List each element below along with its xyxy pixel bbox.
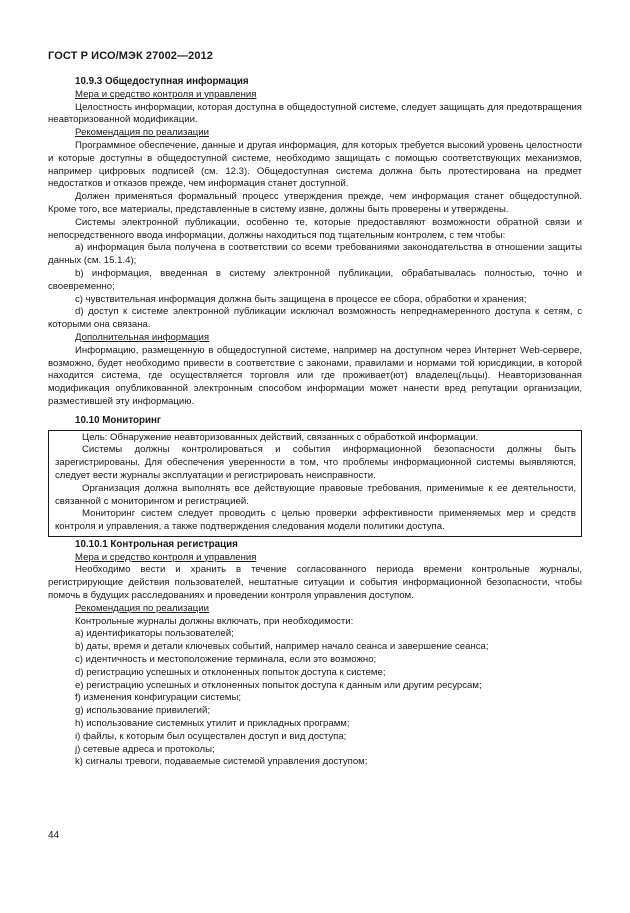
control-text: Необходимо вести и хранить в течение согласованного периода времени контрольные журналы, регистрирующие действия пользователей, нештатные ситуации и события информационной безопасности, чтобы помочь в будущих расследованиях и проведении контроля управления доступом. bbox=[48, 564, 582, 602]
list-item: h) использование системных утилит и прикладных программ; bbox=[75, 718, 350, 730]
objective-box bbox=[48, 430, 582, 537]
list-item: c) идентичность и местоположение терминала, если это возможно; bbox=[75, 654, 377, 666]
objective-paragraph: Системы должны контролироваться и события информационной безопасности должны быть зарегистрированы. Для обеспечения уверенности в том, что проблемы информационной системы выявляются, следует вести журналы эксплуатации и регистрировать неисправности. bbox=[55, 444, 576, 481]
implementation-label: Рекомендация по реализации bbox=[75, 602, 209, 614]
standard-header: ГОСТ Р ИСО/МЭК 27002—2012 bbox=[48, 50, 213, 62]
list-item: b) даты, время и детали ключевых событий, например начало сеанса и завершение сеанса; bbox=[75, 641, 489, 653]
control-label: Мера и средство контроля и управления bbox=[75, 88, 257, 100]
objective-paragraph: Организация должна выполнять все действующие правовые требования, применимые к ее деятельности, связанной с мониторингом и регистрацией. bbox=[55, 482, 576, 507]
list-item: b) информация, введенная в систему электронной публикации, обрабатывалась полностью, точно и своевременно; bbox=[48, 267, 582, 292]
list-item: i) файлы, к которым был осуществлен доступ и вид доступа; bbox=[75, 730, 347, 742]
list-item: e) регистрацию успешных и отклоненных попыток доступа к данным или другим ресурсам; bbox=[75, 679, 482, 691]
section-heading-10-10-1: 10.10.1 Контрольная регистрация bbox=[75, 538, 238, 550]
control-label: Мера и средство контроля и управления bbox=[75, 551, 257, 563]
list-item: d) доступ к системе электронной публикации исключал возможность непреднамеренного доступа к сетям, с которыми она связана. bbox=[48, 306, 582, 331]
list-item: f) изменения конфигурации системы; bbox=[75, 692, 242, 704]
list-item: k) сигналы тревоги, подаваемые системой управления доступом; bbox=[75, 756, 368, 768]
list-item: d) регистрацию успешных и отклоненных попыток доступа к системе; bbox=[75, 666, 386, 678]
paragraph: Системы электронной публикации, особенно те, которые предоставляют возможности обратной связи и непосредственного ввода информации, должны находиться под тщательным контролем, с тем чтобы: bbox=[48, 216, 582, 241]
page-content bbox=[48, 76, 582, 769]
objective-paragraph: Мониторинг систем следует проводить с целью проверки эффективности применяемых мер и средств контроля и управления, а также подтверждения следования модели политики доступа. bbox=[55, 508, 576, 533]
paragraph: Информацию, размещенную в общедоступной системе, например на доступном через Интернет Web-сервере, возможно, будет необходимо привести в соответствие с законами, правилами и нормами той юрисдикции, в которой находится система, где осуществляется торговля или где проживает(ют) владелец(льцы). Неавторизованная модификация опубликованной электронным способом информации может нанести вред репутации организации, разместившей эту информацию. bbox=[48, 344, 582, 407]
list-item: g) использование привилегий; bbox=[75, 705, 211, 717]
paragraph: Контрольные журналы должны включать, при необходимости: bbox=[75, 615, 354, 627]
implementation-label: Рекомендация по реализации bbox=[75, 127, 209, 139]
control-text: Целостность информации, которая доступна в общедоступной системе, следует защищать для предотвращения неавторизованной модификации. bbox=[48, 101, 582, 126]
page-number: 44 bbox=[48, 830, 60, 841]
objective-text: Цель: Обнаружение неавторизованных действий, связанных с обработкой информации. bbox=[82, 431, 479, 443]
list-item: c) чувствительная информация должна быть защищена в процессе ее сбора, обработки и хранения; bbox=[75, 293, 527, 305]
paragraph: Должен применяться формальный процесс утверждения прежде, чем информация станет общедоступной. Кроме того, все материалы, представленные в систему извне, должны быть проверены и утверждены. bbox=[48, 191, 582, 215]
section-heading-10-10: 10.10 Мониторинг bbox=[75, 414, 161, 426]
list-item: a) информация была получена в соответствии со всеми требованиями законодательства в отношении защиты данных (см. 15.1.4); bbox=[48, 242, 582, 267]
list-item: j) сетевые адреса и протоколы; bbox=[75, 743, 215, 755]
section-heading-10-9-3: 10.9.3 Общедоступная информация bbox=[75, 76, 249, 87]
paragraph: Программное обеспечение, данные и другая информация, для которых требуется высокий уровень целостности и которые доступны в общедоступной системе, необходимо защищать с помощью соответствующих механизмов, например цифровых подписей (см. 12.3). Общедоступная система должна быть протестирована на предмет недостатков и отказов прежде, чем информация станет доступной. bbox=[48, 139, 582, 190]
additional-info-label: Дополнительная информация bbox=[75, 331, 210, 343]
list-item: a) идентификаторы пользователей; bbox=[75, 628, 234, 640]
